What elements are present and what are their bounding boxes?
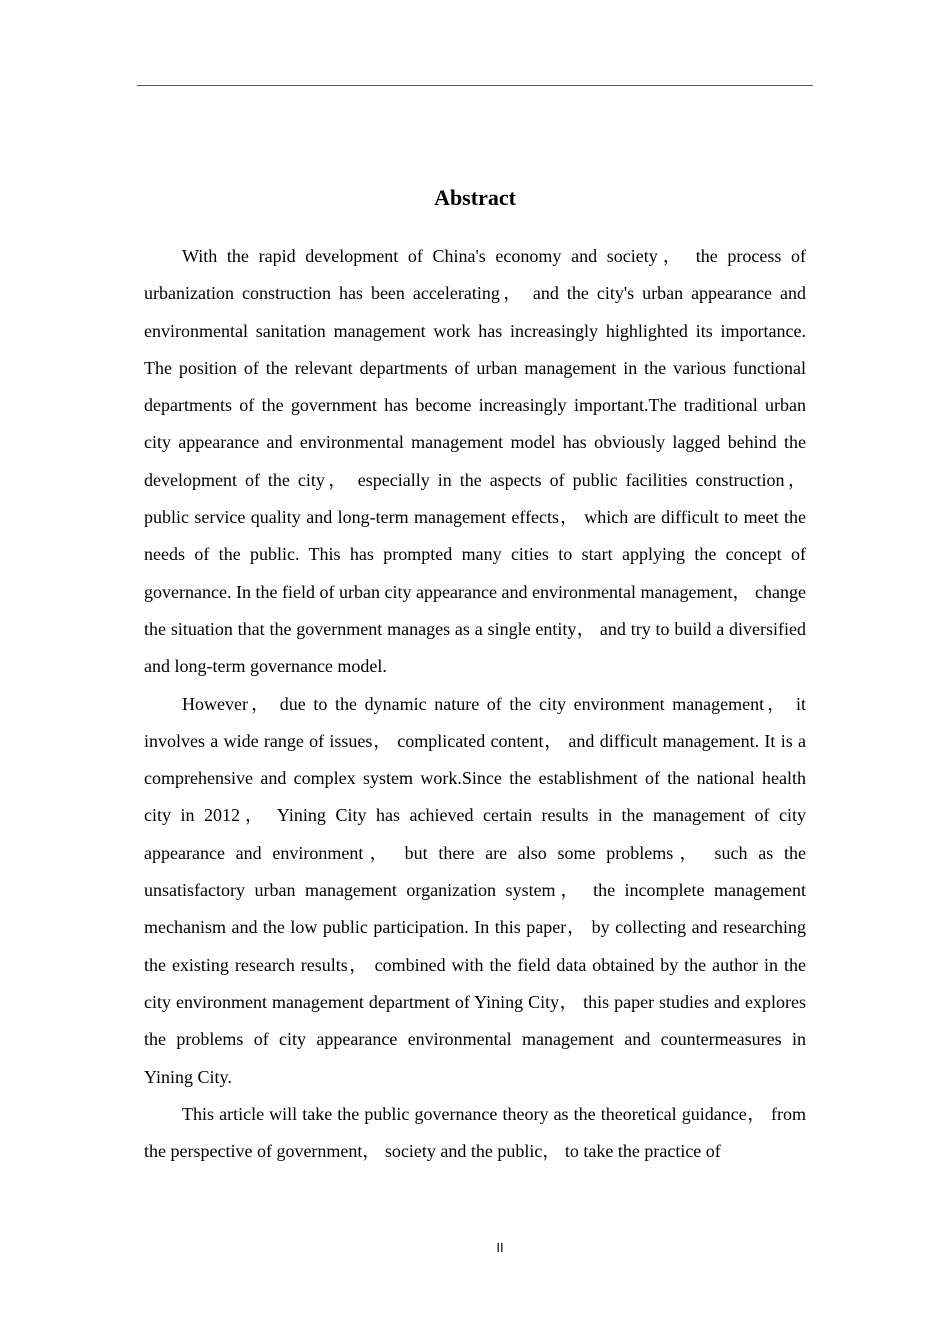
page-title: Abstract [434,184,516,210]
abstract-paragraph-2: However， due to the dynamic nature of the city environment management， it involves a wide range of issues， complicated content， and difficult management. It is a comprehensive and complex system work.Since the establishment of the national health city in 2012， Yining City has achieved certain results in the management of city appearance and environment， but there are also some problems， such as the unsatisfactory urban management organization system， the incomplete management mechanism and the low public participation. In this paper， by collecting and researching the existing research results， combined with the field data obtained by the author in the city environment management department of Yining City， this paper studies and explores the problems of city appearance environmental management and countermeasures in Yining City. [144,693,806,1087]
page-number: II [496,1240,504,1255]
header-rule [137,85,813,86]
abstract-body [144,238,806,1170]
abstract-paragraph-1: With the rapid development of China's economy and society， the process of urbanization construction has been accelerating， and the city's urban appearance and environmental sanitation management work has increasingly highlighted its importance. The position of the relevant departments of urban management in the various functional departments of the government has become increasingly important.The traditional urban city appearance and environmental management model has obviously lagged behind the development of the city， especially in the aspects of public facilities construction， public service quality and long-term management effects， which are difficult to meet the needs of the public. This has prompted many cities to start applying the concept of governance. In the field of urban city appearance and environmental management， change the situation that the government manages as a single entity， and try to build a diversified and long-term governance model. [144,246,806,677]
abstract-paragraph-3: This article will take the public governance theory as the theoretical guidance， from the perspective of government， society and the public， to take the practice of [144,1103,806,1162]
